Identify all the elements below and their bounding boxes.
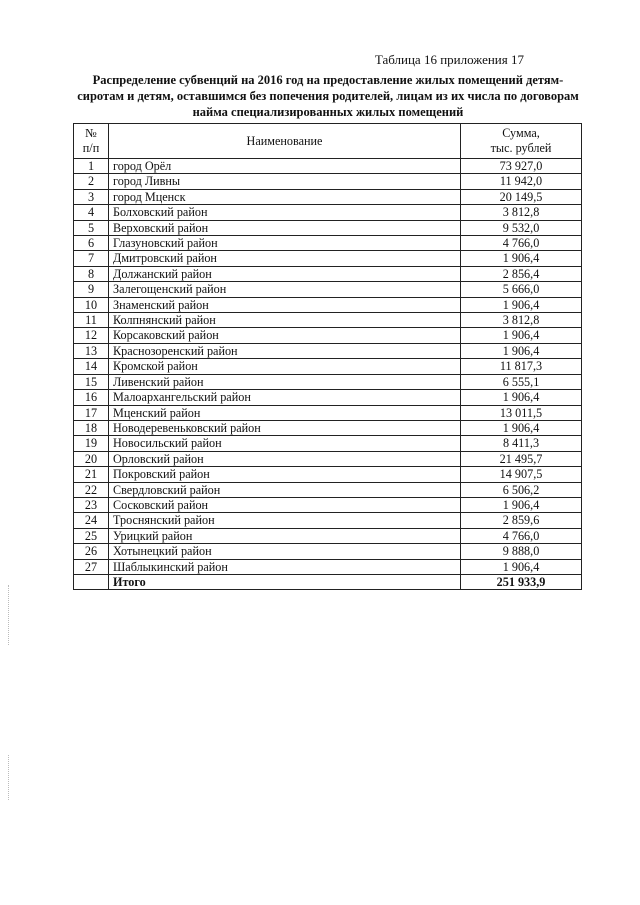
row-sum: 9 888,0 bbox=[461, 544, 582, 559]
table-row bbox=[74, 482, 582, 497]
row-name: город Орёл bbox=[109, 159, 461, 174]
row-number: 9 bbox=[74, 282, 109, 297]
row-number: 22 bbox=[74, 482, 109, 497]
row-sum: 1 906,4 bbox=[461, 390, 582, 405]
row-number: 12 bbox=[74, 328, 109, 343]
row-sum: 2 856,4 bbox=[461, 266, 582, 281]
row-number: 16 bbox=[74, 390, 109, 405]
row-sum: 3 812,8 bbox=[461, 205, 582, 220]
row-sum: 6 555,1 bbox=[461, 374, 582, 389]
table-row bbox=[74, 420, 582, 435]
row-number: 18 bbox=[74, 420, 109, 435]
table-row bbox=[74, 513, 582, 528]
row-sum: 1 906,4 bbox=[461, 420, 582, 435]
row-number: 13 bbox=[74, 343, 109, 358]
row-sum: 20 149,5 bbox=[461, 189, 582, 204]
row-name: город Ливны bbox=[109, 174, 461, 189]
row-number: 20 bbox=[74, 451, 109, 466]
row-name: Колпнянский район bbox=[109, 313, 461, 328]
row-name: Глазуновский район bbox=[109, 236, 461, 251]
row-number: 6 bbox=[74, 236, 109, 251]
row-name: Троснянский район bbox=[109, 513, 461, 528]
row-number: 15 bbox=[74, 374, 109, 389]
row-name: Итого bbox=[109, 574, 461, 589]
header-number: № п/п bbox=[74, 124, 109, 159]
row-sum: 21 495,7 bbox=[461, 451, 582, 466]
row-number: 19 bbox=[74, 436, 109, 451]
row-name: Мценский район bbox=[109, 405, 461, 420]
table-row bbox=[74, 282, 582, 297]
row-number: 2 bbox=[74, 174, 109, 189]
row-number: 25 bbox=[74, 528, 109, 543]
table-row bbox=[74, 343, 582, 358]
header-name: Наименование bbox=[109, 124, 461, 159]
table-row bbox=[74, 436, 582, 451]
row-number: 10 bbox=[74, 297, 109, 312]
row-sum: 1 906,4 bbox=[461, 328, 582, 343]
table-row bbox=[74, 266, 582, 281]
table-row bbox=[74, 559, 582, 574]
table-row bbox=[74, 220, 582, 235]
row-sum: 1 906,4 bbox=[461, 343, 582, 358]
row-name: Верховский район bbox=[109, 220, 461, 235]
row-number: 17 bbox=[74, 405, 109, 420]
table-row bbox=[74, 297, 582, 312]
table-row bbox=[74, 374, 582, 389]
row-number: 14 bbox=[74, 359, 109, 374]
row-sum: 14 907,5 bbox=[461, 467, 582, 482]
row-number: 27 bbox=[74, 559, 109, 574]
row-number: 1 bbox=[74, 159, 109, 174]
table-row bbox=[74, 159, 582, 174]
row-sum: 3 812,8 bbox=[461, 313, 582, 328]
row-name: город Мценск bbox=[109, 189, 461, 204]
row-name: Свердловский район bbox=[109, 482, 461, 497]
table-header-row bbox=[74, 124, 582, 159]
table-row bbox=[74, 251, 582, 266]
row-number: 11 bbox=[74, 313, 109, 328]
row-sum: 4 766,0 bbox=[461, 528, 582, 543]
row-sum: 8 411,3 bbox=[461, 436, 582, 451]
row-number bbox=[74, 574, 109, 589]
table-row bbox=[74, 467, 582, 482]
row-number: 26 bbox=[74, 544, 109, 559]
row-name: Орловский район bbox=[109, 451, 461, 466]
document-title: Распределение субвенций на 2016 год на предоставление жилых помещений детям-сиротам и детям, оставшимся без попечения родителей, лицам из их числа по договорам найма специализированных жилых помещений bbox=[77, 73, 579, 119]
row-name: Должанский район bbox=[109, 266, 461, 281]
row-name: Урицкий район bbox=[109, 528, 461, 543]
row-sum: 1 906,4 bbox=[461, 251, 582, 266]
row-name: Покровский район bbox=[109, 467, 461, 482]
row-sum: 9 532,0 bbox=[461, 220, 582, 235]
row-sum: 13 011,5 bbox=[461, 405, 582, 420]
total-row bbox=[74, 574, 582, 589]
row-name: Корсаковский район bbox=[109, 328, 461, 343]
row-sum: 1 906,4 bbox=[461, 559, 582, 574]
row-name: Сосковский район bbox=[109, 497, 461, 512]
row-name: Краснозоренский район bbox=[109, 343, 461, 358]
row-number: 23 bbox=[74, 497, 109, 512]
row-name: Залегощенский район bbox=[109, 282, 461, 297]
row-name: Знаменский район bbox=[109, 297, 461, 312]
row-sum: 1 906,4 bbox=[461, 497, 582, 512]
row-name: Шаблыкинский район bbox=[109, 559, 461, 574]
row-name: Кромской район bbox=[109, 359, 461, 374]
table-row bbox=[74, 405, 582, 420]
header-sum: Сумма, тыс. рублей bbox=[461, 124, 582, 159]
row-sum: 11 817,3 bbox=[461, 359, 582, 374]
table-row bbox=[74, 313, 582, 328]
row-number: 8 bbox=[74, 266, 109, 281]
row-number: 21 bbox=[74, 467, 109, 482]
table-row bbox=[74, 497, 582, 512]
row-number: 5 bbox=[74, 220, 109, 235]
table-row bbox=[74, 189, 582, 204]
table-row bbox=[74, 359, 582, 374]
row-number: 24 bbox=[74, 513, 109, 528]
row-sum: 251 933,9 bbox=[461, 574, 582, 589]
row-name: Новосильский район bbox=[109, 436, 461, 451]
margin-scan-marks bbox=[8, 585, 10, 645]
row-name: Дмитровский район bbox=[109, 251, 461, 266]
row-number: 7 bbox=[74, 251, 109, 266]
row-sum: 5 666,0 bbox=[461, 282, 582, 297]
row-sum: 73 927,0 bbox=[461, 159, 582, 174]
row-name: Новодеревеньковский район bbox=[109, 420, 461, 435]
row-name: Болховский район bbox=[109, 205, 461, 220]
row-sum: 1 906,4 bbox=[461, 297, 582, 312]
row-number: 3 bbox=[74, 189, 109, 204]
table-row bbox=[74, 174, 582, 189]
subvention-table bbox=[73, 123, 582, 590]
row-sum: 6 506,2 bbox=[461, 482, 582, 497]
row-name: Хотынецкий район bbox=[109, 544, 461, 559]
row-number: 4 bbox=[74, 205, 109, 220]
margin-scan-marks bbox=[8, 755, 10, 800]
row-sum: 4 766,0 bbox=[461, 236, 582, 251]
row-sum: 11 942,0 bbox=[461, 174, 582, 189]
table-row bbox=[74, 328, 582, 343]
table-row bbox=[74, 205, 582, 220]
table-row bbox=[74, 390, 582, 405]
row-name: Малоархангельский район bbox=[109, 390, 461, 405]
row-sum: 2 859,6 bbox=[461, 513, 582, 528]
table-row bbox=[74, 544, 582, 559]
table-row bbox=[74, 528, 582, 543]
table-caption: Таблица 16 приложения 17 bbox=[374, 52, 524, 67]
table-row bbox=[74, 451, 582, 466]
table-row bbox=[74, 236, 582, 251]
row-name: Ливенский район bbox=[109, 374, 461, 389]
